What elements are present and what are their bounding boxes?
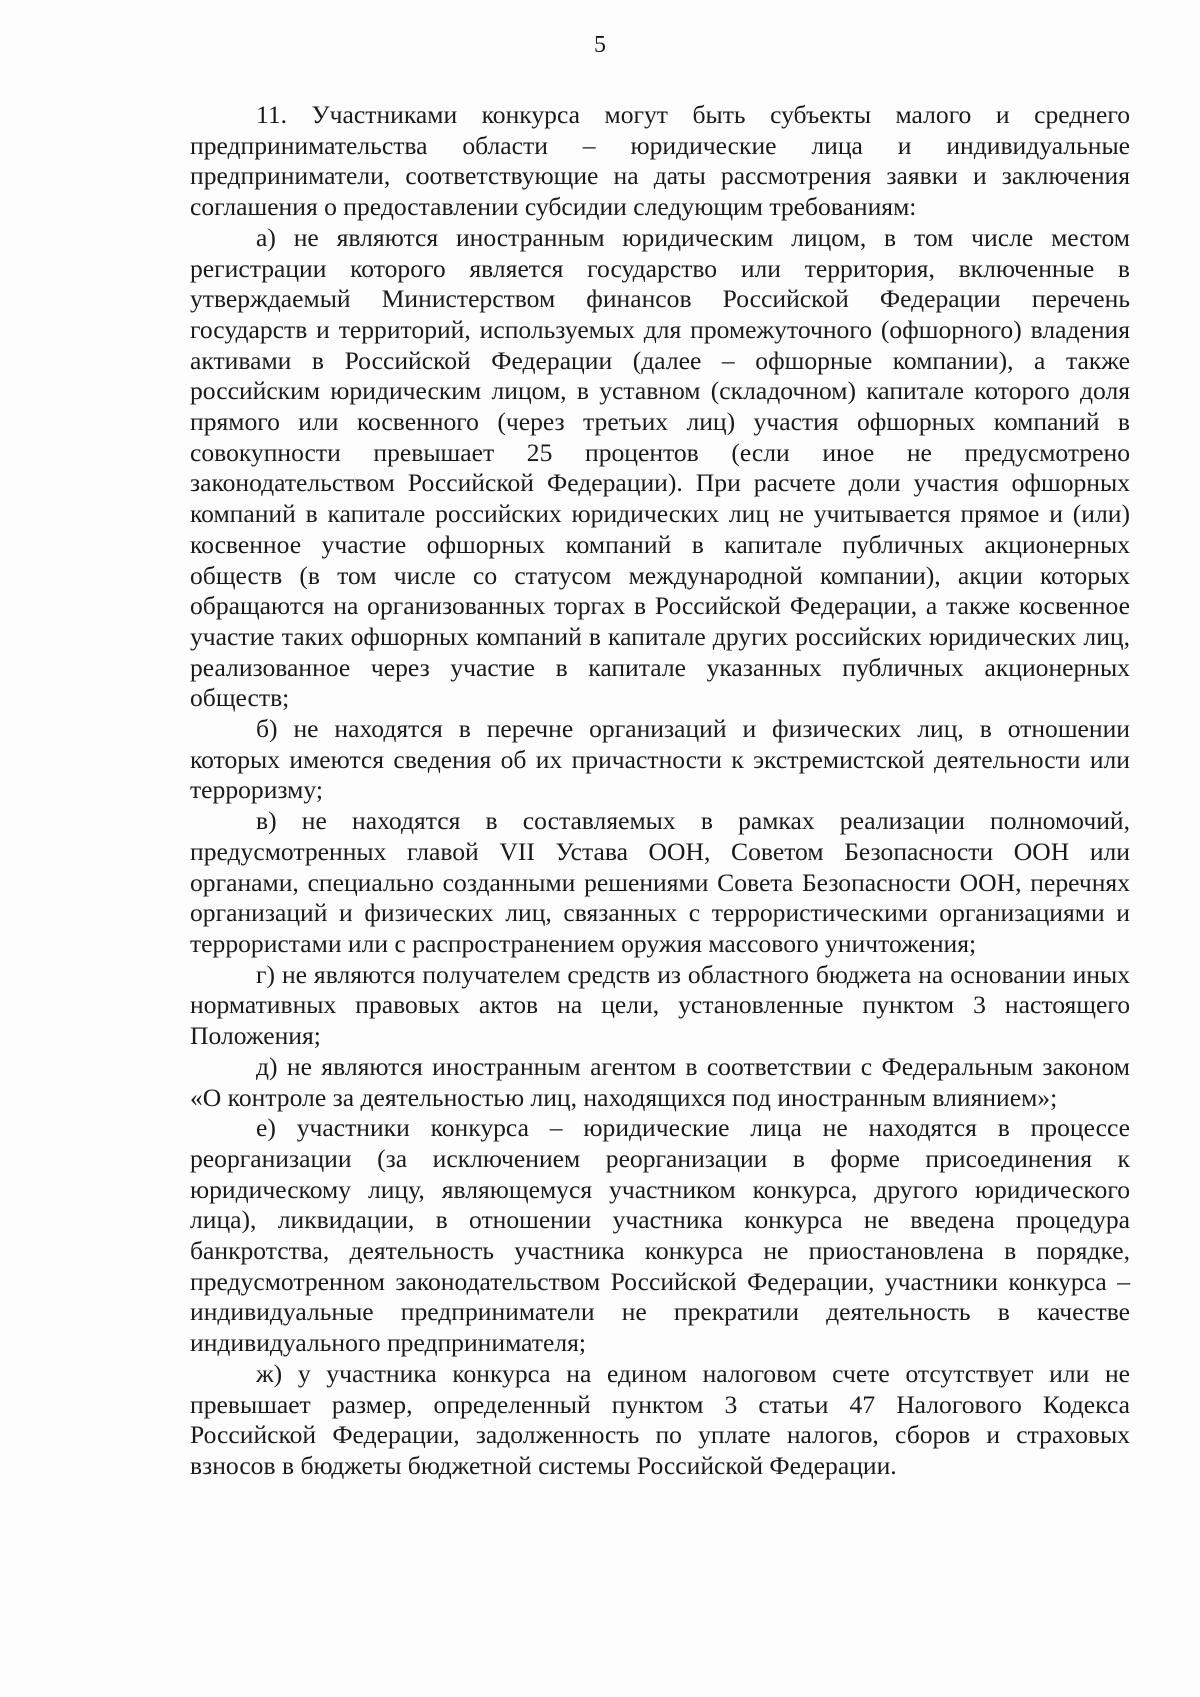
paragraph-item-b: б) не находятся в перечне организаций и физических лиц, в отношении которых имеются сведения об их причастности к экстремистской деятельности или терроризму; [190, 714, 1130, 805]
paragraph-item-g: г) не являются получателем средств из областного бюджета на основании иных нормативных правовых актов на цели, установленные пунктом 3 настоящего Положения; [190, 959, 1130, 1051]
page-number: 5 [594, 32, 606, 58]
paragraph-item-zh: ж) у участника конкурса на едином налоговом счете отсутствует или не превышает размер, определенный пунктом 3 статьи 47 Налогового Кодекса Российской Федерации, задолженность по уплате налогов, сборов и страховых взносов в бюджеты бюджетной системы Российской Федерации. [190, 1358, 1130, 1480]
paragraph-item-v: в) не находятся в составляемых в рамках реализации полномочий, предусмотренных главой VII Устава ООН, Советом Безопасности ООН или органами, специально созданными решениями Совета Безопасности ООН, перечнях организаций и физических лиц, связанных с террористическими организациями и террористами или с распространением оружия массового уничтожения; [190, 806, 1130, 958]
paragraph-11: 11. Участниками конкурса могут быть субъекты малого и среднего предпринимательства области – юридические лица и индивидуальные предприниматели, соответствующие на даты рассмотрения заявки и заключения соглашения о предоставлении субсидии следующим требованиям: [190, 100, 1130, 222]
paragraph-item-d: д) не являются иностранным агентом в соответствии с Федеральным законом «О контроле за деятельностью лиц, находящихся под иностранным влиянием»; [190, 1051, 1130, 1112]
paragraph-item-e: е) участники конкурса – юридические лица не находятся в процессе реорганизации (за исключением реорганизации в форме присоединения к юридическому лицу, являющемуся участником конкурса, другого юридического лица), ликвидации, в отношении участника конкурса не введена процедура банкротства, деятельность участника конкурса не приостановлена в порядке, предусмотренном законодательством Российской Федерации, участники конкурса – индивидуальные предприниматели не прекратили деятельность в качестве индивидуального предпринимателя; [190, 1113, 1130, 1358]
document-body [190, 100, 1130, 1482]
paragraph-item-a: а) не являются иностранным юридическим лицом, в том числе местом регистрации которого является государство или территория, включенные в утверждаемый Министерством финансов Российской Федерации перечень государств и территорий, используемых для промежуточного (офшорного) владения активами в Российской Федерации (далее – офшорные компании), а также российским юридическим лицом, в уставном (складочном) капитале которого доля прямого или косвенного (через третьих лиц) участия офшорных компаний в совокупности превышает 25 процентов (если иное не предусмотрено законодательством Российской Федерации). При расчете доли участия офшорных компаний в капитале российских юридических лиц не учитывается прямое и (или) косвенное участие офшорных компаний в капитале публичных акционерных обществ (в том числе со статусом международной компании), акции которых обращаются на организованных торгах в Российской Федерации, а также косвенное участие таких офшорных компаний в капитале других российских юридических лиц, реализованное через участие в капитале указанных публичных акционерных обществ; [190, 222, 1130, 713]
